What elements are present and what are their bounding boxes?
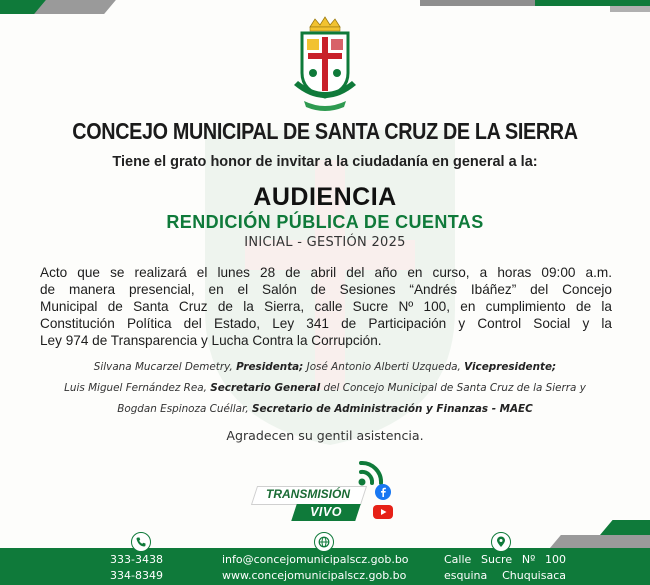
wifi-icon <box>358 456 392 486</box>
event-title: AUDIENCIA <box>253 183 397 211</box>
email-link[interactable]: info@concejomunicipalscz.gob.bo <box>222 553 409 566</box>
globe-icon <box>318 536 330 548</box>
footer-contact <box>222 552 432 584</box>
top-right-gray-accent <box>610 6 650 12</box>
signatory-role: Vicepresidente; <box>464 361 557 373</box>
website-link[interactable]: www.concejomunicipalscz.gob.bo <box>222 569 407 582</box>
institution-title: CONCEJO MUNICIPAL DE SANTA CRUZ DE LA SIERRA <box>72 118 578 144</box>
signatories-line-3 <box>0 403 650 415</box>
description-line: de manera presencial, en el Salón de Sesiones “Andrés Ibáñez” del Concejo <box>40 282 612 297</box>
event-subtitle: RENDICIÓN PÚBLICA DE CUENTAS <box>166 212 484 232</box>
address-line: esquina Chuquisaca <box>444 569 566 582</box>
phone-icon-badge <box>131 532 151 552</box>
phone-number[interactable]: 333-3438 <box>110 553 163 566</box>
signatory-name: Silvana Mucarzel Demetry, <box>93 361 237 373</box>
live-label: VIVO <box>310 505 342 519</box>
coat-of-arms-icon <box>290 15 360 115</box>
signatory-name: Luis Miguel Fernández Rea, <box>64 382 211 394</box>
closing-text: Agradecen su gentil asistencia. <box>226 428 424 443</box>
invitation-line: Tiene el grato honor de invitar a la ciudadanía en general a la: <box>112 154 538 170</box>
broadcast-label: TRANSMISIÓN <box>266 487 350 501</box>
web-icon-badge <box>314 532 334 552</box>
signatory-role: Secretario de Administración y Finanzas - MAEC <box>251 403 533 415</box>
footer-phones <box>110 552 170 584</box>
location-icon-badge <box>491 532 511 552</box>
footer-address <box>444 552 566 584</box>
youtube-icon[interactable] <box>373 505 393 519</box>
location-pin-icon <box>495 536 507 548</box>
signatory-role: Presidenta; <box>236 361 304 373</box>
signatory-name: José Antonio Alberti Uzqueda, <box>303 361 465 373</box>
event-period: INICIAL - GESTIÓN 2025 <box>244 235 406 250</box>
top-right-gray-stripe <box>420 0 540 6</box>
description-line: Constitución Política del Estado, Ley 341 de Participación y Control Social y la <box>40 316 612 331</box>
event-description <box>40 264 612 349</box>
phone-number[interactable]: 334-8349 <box>110 569 163 582</box>
description-line: Municipal de Santa Cruz de la Sierra, calle Sucre Nº 100, en cumplimiento de la <box>40 299 612 314</box>
signatories-line-2 <box>0 382 650 394</box>
facebook-icon[interactable] <box>375 484 391 500</box>
signatories-line-1 <box>0 361 650 373</box>
description-line: Ley 974 de Transparencia y Lucha Contra la Corrupción. <box>40 333 382 348</box>
footer-corner-gray <box>549 535 650 549</box>
description-line: Acto que se realizará el lunes 28 de abril del año en curso, a horas 09:00 a.m. <box>40 265 612 280</box>
address-line: Calle Sucre Nº 100 <box>444 553 566 566</box>
signatory-role: Secretario General <box>210 382 321 394</box>
top-left-gray-stripe <box>34 0 116 14</box>
signatory-text: del Concejo Municipal de Santa Cruz de la Sierra y <box>320 382 586 394</box>
signatory-name: Bogdan Espinoza Cuéllar, <box>117 403 252 415</box>
phone-icon <box>135 536 147 548</box>
